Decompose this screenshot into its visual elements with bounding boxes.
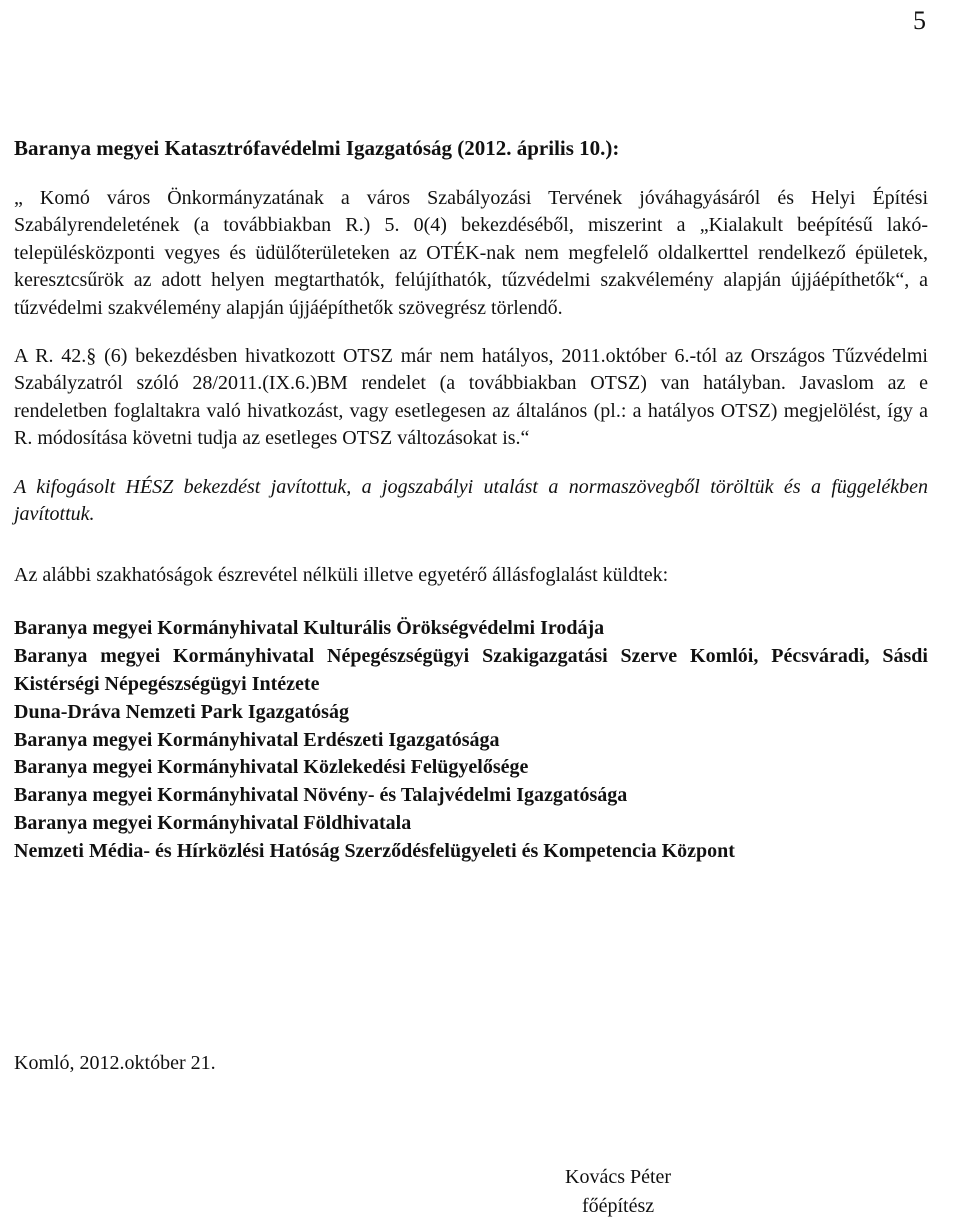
authority-item: Baranya megyei Kormányhivatal Közlekedési Felügyelősége	[14, 756, 529, 779]
authority-item: Baranya megyei Kormányhivatal Népegészségügyi Szakigazgatási Szerve Komlói, Pécsváradi, Sásdi Kistérségi Népegészségügyi Intézete	[14, 645, 928, 696]
authority-item: Nemzeti Média- és Hírközlési Hatóság Szerződésfelügyeleti és Kompetencia Központ	[14, 839, 735, 862]
quote-paragraph-1: „ Komó város Önkormányzatának a város Szabályozási Tervének jóváhagyásáról és Helyi Építési Szabályrendeletének (a továbbiakban R.) 5. 0(4) bekezdéséből, miszerint a „Kialakult beépítésű lakó- településközponti vegyes és üdülőterületeken az OTÉK-nak nem megfelelő oldalkerttel rendelkező épületek, keresztcsűrök az adott helyen megtarthatók, felújíthatók, tűzvédelmi szakvélemény alapján újjáépíthetők“, a tűzvédelmi szakvélemény alapján újjáépíthetők szövegrész törlendő.	[14, 187, 928, 319]
signatory-title: főépítész	[581, 1195, 655, 1217]
place-date: Komló, 2012.október 21.	[14, 1052, 216, 1074]
authority-item: Baranya megyei Kormányhivatal Erdészeti Igazgatósága	[14, 728, 500, 751]
authority-item: Baranya megyei Kormányhivatal Földhivatala	[14, 812, 412, 835]
quote-paragraph-2: A R. 42.§ (6) bekezdésben hivatkozott OTSZ már nem hatályos, 2011.október 6.-tól az Országos Tűzvédelmi Szabályzatról szóló 28/2011.(IX.6.)BM rendelet (a továbbiakban OTSZ) van hatályban. Javaslom az e rendeletben foglaltakra való hivatkozást, vagy esetlegesen az általános (pl.: a hatályos OTSZ) megjelölést, így a R. módosítása követni tudja az esetleges OTSZ változásokat is.“	[14, 345, 928, 450]
authority-item: Duna-Dráva Nemzeti Park Igazgatóság	[14, 700, 349, 723]
document-body	[14, 135, 928, 866]
authorities-list	[14, 615, 928, 865]
authority-item: Baranya megyei Kormányhivatal Növény- és Talajvédelmi Igazgatósága	[14, 784, 628, 807]
section-heading: Baranya megyei Katasztrófavédelmi Igazgatóság (2012. április 10.):	[14, 136, 620, 160]
authorities-intro: Az alábbi szakhatóságok észrevétel nélküli illetve egyetérő állásfoglalást küldtek:	[14, 564, 669, 587]
authority-item: Baranya megyei Kormányhivatal Kulturális Örökségvédelmi Irodája	[14, 617, 605, 640]
reply-paragraph: A kifogásolt HÉSZ bekezdést javítottuk, a jogszabályi utalást a normaszövegből töröltük és a függelékben javítottuk.	[14, 475, 928, 526]
signature-block	[565, 1163, 671, 1221]
page-number: 5	[913, 6, 926, 35]
signatory-name: Kovács Péter	[565, 1166, 672, 1188]
